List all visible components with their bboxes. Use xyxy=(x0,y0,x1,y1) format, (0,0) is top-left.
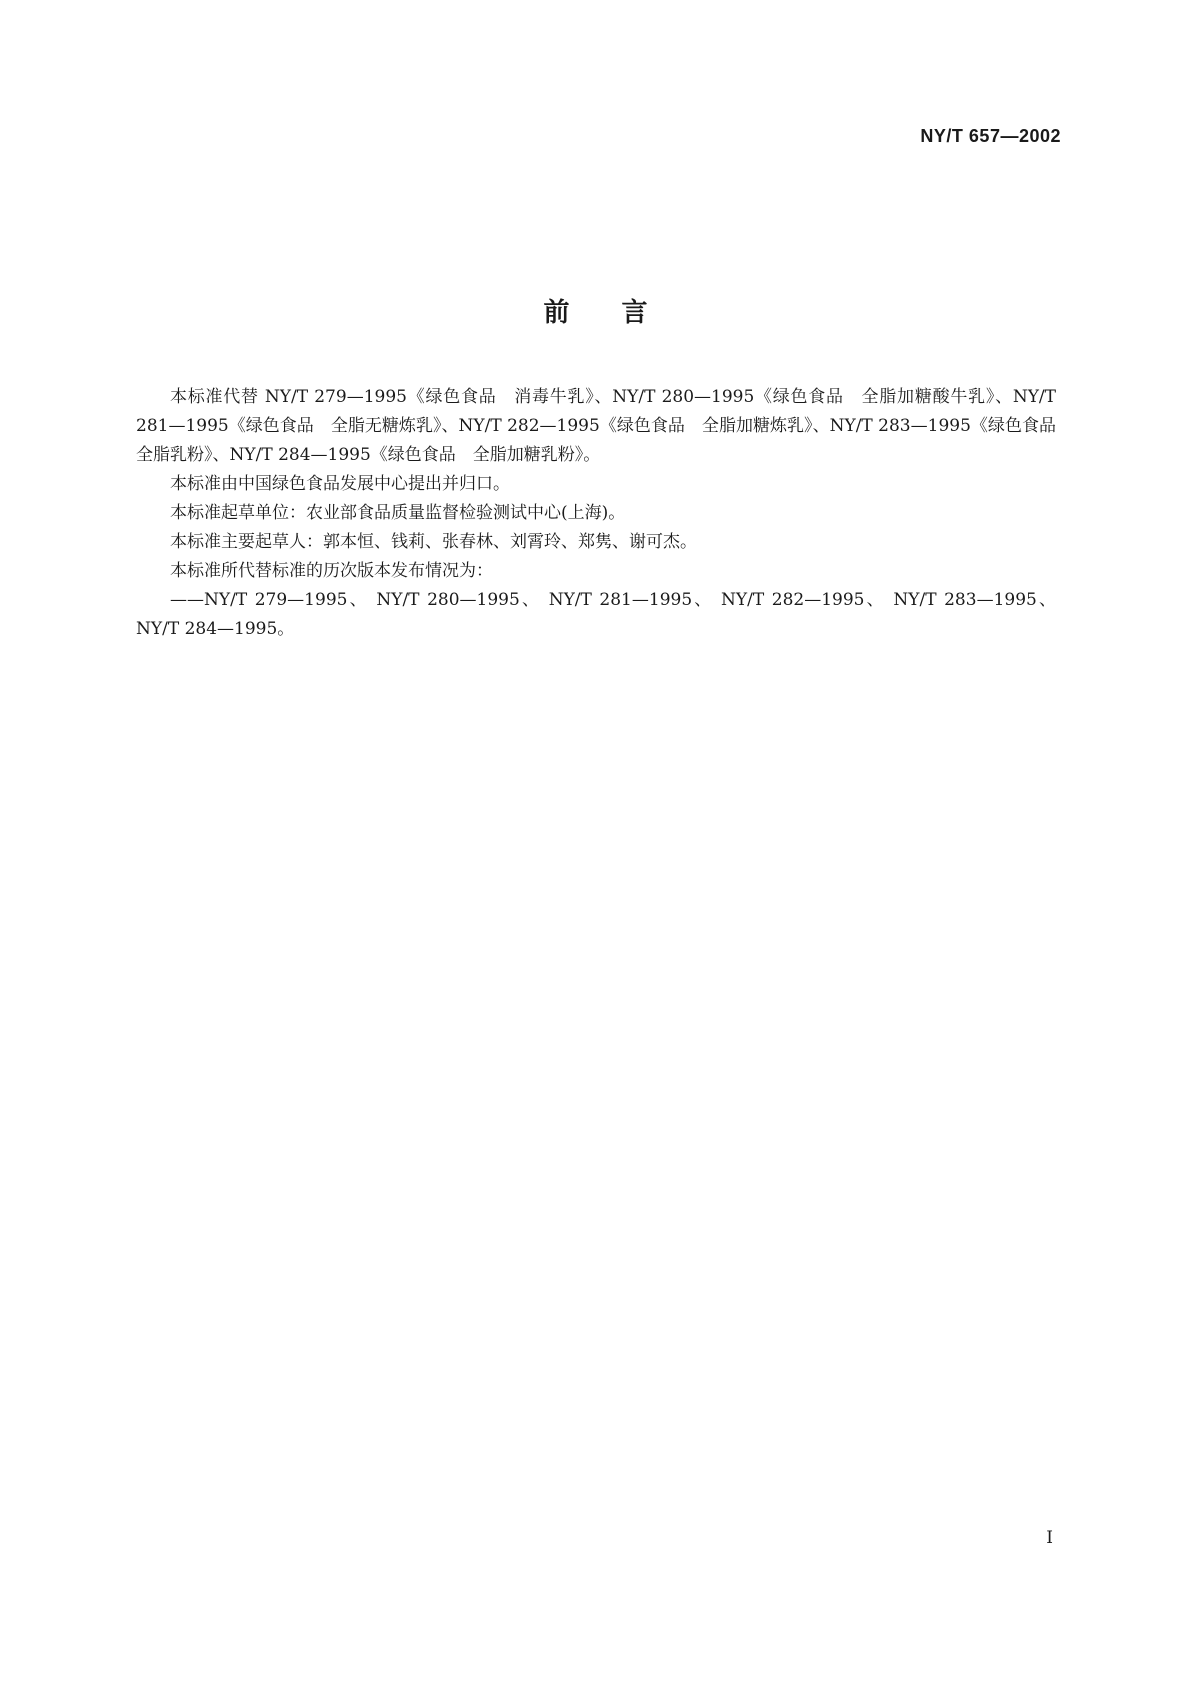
paragraph-drafting-unit: 本标准起草单位：农业部食品质量监督检验测试中心(上海)。 xyxy=(170,503,626,523)
paragraph-replacement: 本标准代替 NY/T 279—1995《绿色食品 消毒牛乳》、NY/T 280—1995《绿色食品 全脂加糖酸牛乳》、NY/T 281—1995《绿色食品 全脂无糖炼乳》、NY/T 282—1995《绿色食品 全脂加糖炼乳》、NY/T 283—1995《绿色食品 全脂乳粉》、NY/T 284—1995《绿色食品 全脂加糖乳粉》。 xyxy=(136,387,1073,465)
paragraph-proposer: 本标准由中国绿色食品发展中心提出并归口。 xyxy=(170,474,510,494)
standard-code: NY/T 657—2002 xyxy=(920,126,1061,146)
paragraph-drafters: 本标准主要起草人：郭本恒、钱莉、张春林、刘霄玲、郑隽、谢可杰。 xyxy=(170,532,697,552)
page-number: I xyxy=(1046,1528,1053,1548)
page-title: 前 言 xyxy=(543,298,648,329)
paragraph-history-list: ——NY/T 279—1995、 NY/T 280—1995、 NY/T 281—1995、 NY/T 282—1995、 NY/T 283—1995、NY/T 284—1995。 xyxy=(136,590,1056,639)
paragraph-history-intro: 本标准所代替标准的历次版本发布情况为： xyxy=(170,561,493,581)
document-body xyxy=(136,383,1073,644)
